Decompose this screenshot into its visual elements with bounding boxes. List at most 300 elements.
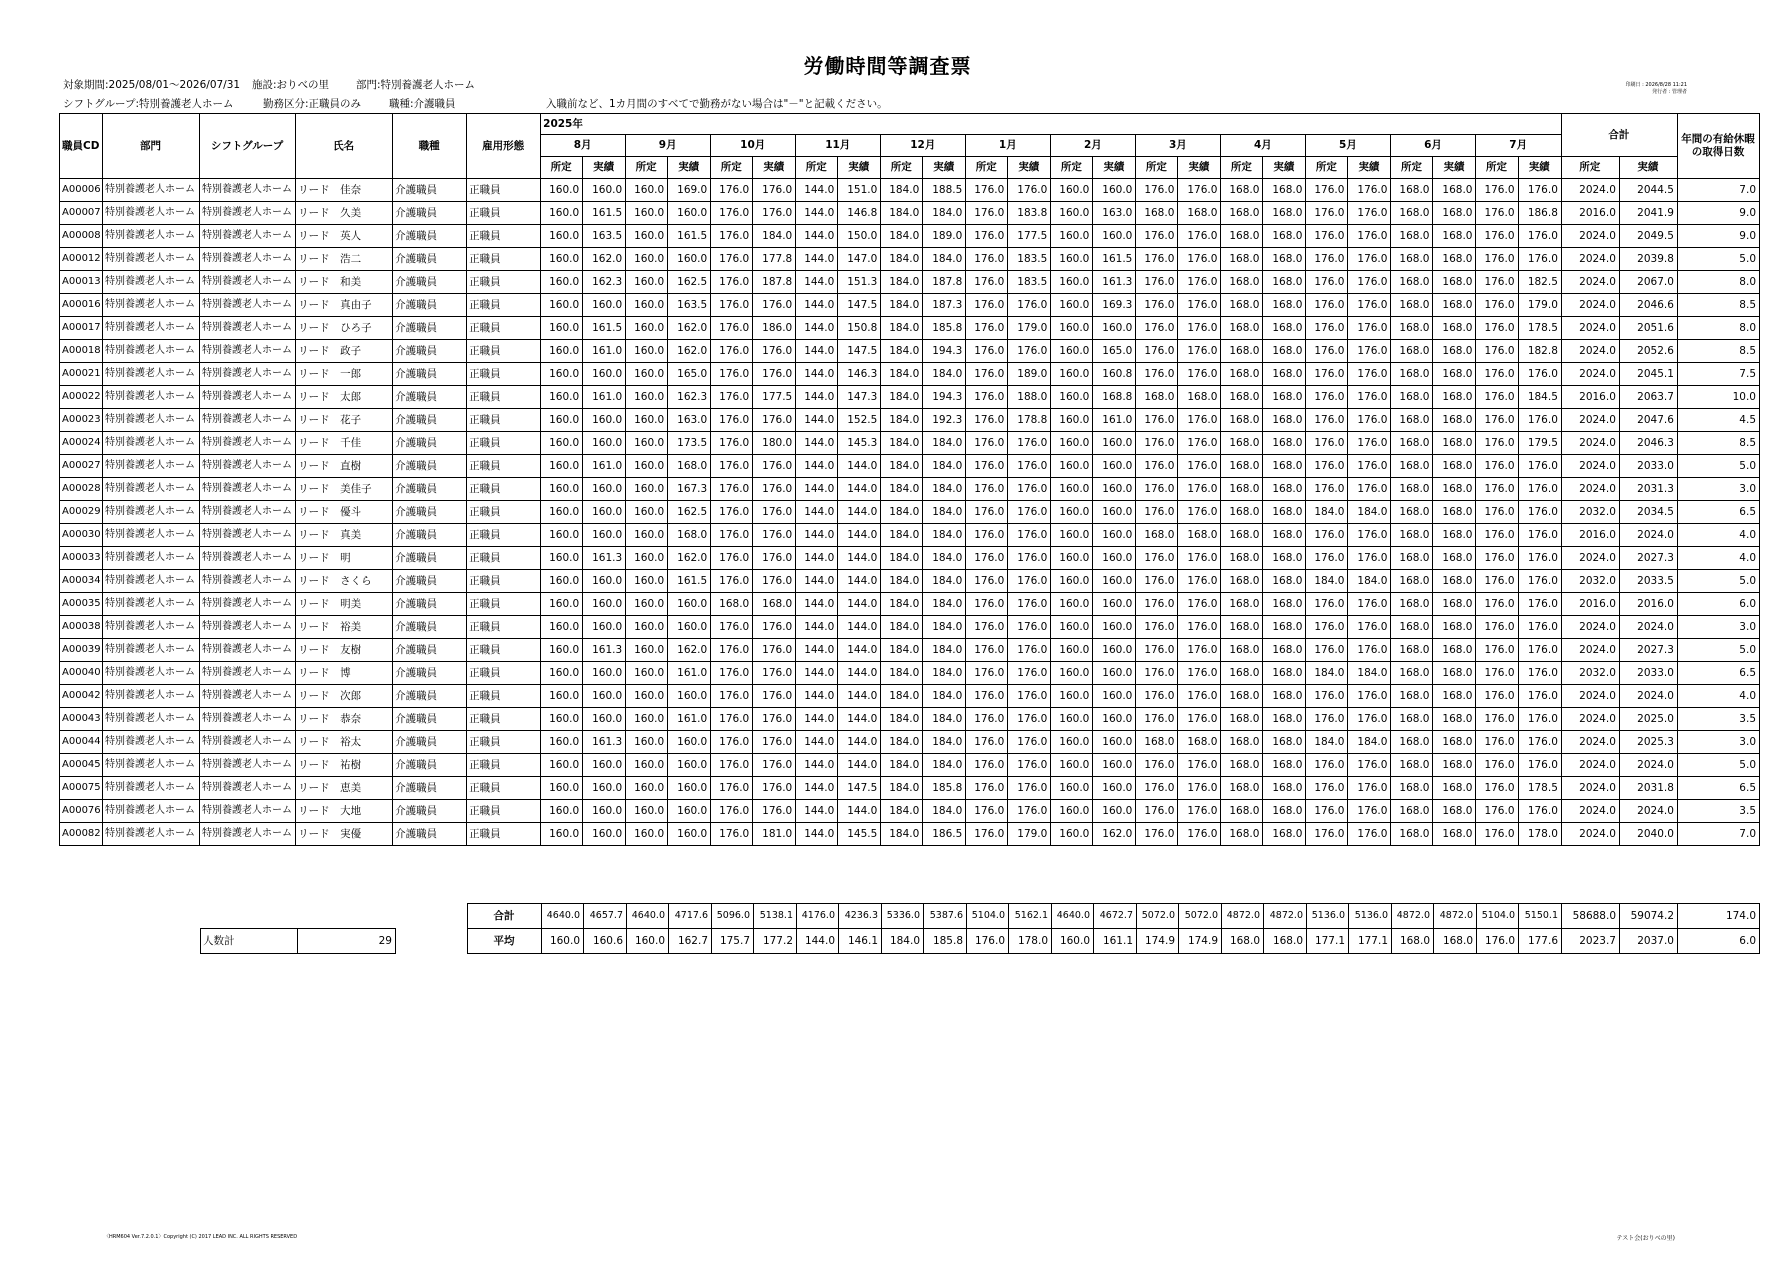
total-actual-cell: 2045.1 <box>1619 363 1677 386</box>
actual-hours-cell: 184.0 <box>923 754 966 777</box>
job-cell: 介護職員 <box>393 731 467 754</box>
planned-hours-cell: 160.0 <box>1051 731 1093 754</box>
shift-group-cell: 特別養護老人ホーム <box>200 547 296 570</box>
averages-actual-cell: 177.6 <box>1519 929 1562 954</box>
planned-hours-cell: 176.0 <box>1476 547 1518 570</box>
planned-hours-cell: 168.0 <box>1391 179 1433 202</box>
planned-hours-cell: 168.0 <box>1391 823 1433 846</box>
job-cell: 介護職員 <box>393 363 467 386</box>
actual-hours-cell: 168.0 <box>1433 432 1476 455</box>
col-planned: 所定 <box>541 157 583 179</box>
planned-hours-cell: 176.0 <box>711 478 753 501</box>
actual-hours-cell: 168.0 <box>1433 202 1476 225</box>
planned-hours-cell: 160.0 <box>1051 524 1093 547</box>
shift-group-cell: 特別養護老人ホーム <box>200 524 296 547</box>
actual-hours-cell: 162.3 <box>583 271 626 294</box>
planned-hours-cell: 168.0 <box>1221 731 1263 754</box>
planned-hours-cell: 160.0 <box>626 777 668 800</box>
planned-hours-cell: 160.0 <box>541 639 583 662</box>
actual-hours-cell: 184.0 <box>923 202 966 225</box>
total-actual-cell: 2046.6 <box>1619 294 1677 317</box>
actual-hours-cell: 176.0 <box>1008 777 1051 800</box>
actual-hours-cell: 160.0 <box>1093 478 1136 501</box>
actual-hours-cell: 144.0 <box>838 593 881 616</box>
paid-leave-cell: 8.5 <box>1677 294 1759 317</box>
planned-hours-cell: 160.0 <box>1051 179 1093 202</box>
name-cell: リード 一郎 <box>296 363 393 386</box>
paid-leave-cell: 6.5 <box>1677 777 1759 800</box>
actual-hours-cell: 168.8 <box>1093 386 1136 409</box>
actual-hours-cell: 176.0 <box>1008 455 1051 478</box>
planned-hours-cell: 168.0 <box>1391 800 1433 823</box>
totals-actual-cell: 4717.6 <box>669 904 712 929</box>
planned-hours-cell: 160.0 <box>541 708 583 731</box>
actual-hours-cell: 161.5 <box>668 570 711 593</box>
planned-hours-cell: 176.0 <box>966 225 1008 248</box>
planned-hours-cell: 160.0 <box>626 225 668 248</box>
planned-hours-cell: 184.0 <box>881 340 923 363</box>
shift-group-label: シフトグループ:特別養護老人ホーム <box>63 98 234 110</box>
actual-hours-cell: 160.0 <box>1093 616 1136 639</box>
shift-group-cell: 特別養護老人ホーム <box>200 478 296 501</box>
emp-cd-cell: A00017 <box>60 317 103 340</box>
planned-hours-cell: 160.0 <box>626 432 668 455</box>
actual-hours-cell: 176.0 <box>753 708 796 731</box>
totals-planned-cell: 5104.0 <box>967 904 1009 929</box>
planned-hours-cell: 184.0 <box>1306 501 1348 524</box>
planned-hours-cell: 160.0 <box>1051 386 1093 409</box>
planned-hours-cell: 176.0 <box>711 363 753 386</box>
actual-hours-cell: 152.5 <box>838 409 881 432</box>
actual-hours-cell: 165.0 <box>668 363 711 386</box>
actual-hours-cell: 186.5 <box>923 823 966 846</box>
actual-hours-cell: 176.0 <box>1348 478 1391 501</box>
col-dept: 部門 <box>103 114 200 179</box>
averages-actual-cell: 146.1 <box>839 929 882 954</box>
planned-hours-cell: 184.0 <box>881 639 923 662</box>
actual-hours-cell: 176.0 <box>1178 225 1221 248</box>
employment-cell: 正職員 <box>467 202 541 225</box>
planned-hours-cell: 160.0 <box>1051 294 1093 317</box>
actual-hours-cell: 160.0 <box>583 708 626 731</box>
planned-hours-cell: 160.0 <box>541 432 583 455</box>
shift-group-cell: 特別養護老人ホーム <box>200 708 296 731</box>
actual-hours-cell: 176.0 <box>1178 616 1221 639</box>
actual-hours-cell: 176.0 <box>753 202 796 225</box>
actual-hours-cell: 176.0 <box>1008 524 1051 547</box>
planned-hours-cell: 176.0 <box>711 639 753 662</box>
planned-hours-cell: 176.0 <box>1136 593 1178 616</box>
employment-cell: 正職員 <box>467 731 541 754</box>
actual-hours-cell: 176.0 <box>1348 386 1391 409</box>
shift-group-cell: 特別養護老人ホーム <box>200 685 296 708</box>
actual-hours-cell: 168.0 <box>1433 593 1476 616</box>
paid-leave-cell: 5.0 <box>1677 570 1759 593</box>
shift-group-cell: 特別養護老人ホーム <box>200 501 296 524</box>
total-planned-cell: 2016.0 <box>1561 202 1619 225</box>
actual-hours-cell: 168.0 <box>1433 271 1476 294</box>
table-row <box>60 386 1760 409</box>
actual-hours-cell: 176.0 <box>753 363 796 386</box>
averages-planned-cell: 184.0 <box>882 929 924 954</box>
col-month: 1月 <box>966 135 1051 157</box>
actual-hours-cell: 176.0 <box>1518 524 1561 547</box>
name-cell: リード 実優 <box>296 823 393 846</box>
planned-hours-cell: 176.0 <box>966 340 1008 363</box>
totals-actual-cell: 5138.1 <box>754 904 797 929</box>
job-type-label: 職種:介護職員 <box>389 98 456 110</box>
emp-cd-cell: A00023 <box>60 409 103 432</box>
totals-planned-cell: 5104.0 <box>1477 904 1519 929</box>
planned-hours-cell: 176.0 <box>1136 777 1178 800</box>
total-actual-cell: 2031.3 <box>1619 478 1677 501</box>
averages-planned-cell: 168.0 <box>1392 929 1434 954</box>
actual-hours-cell: 144.0 <box>838 570 881 593</box>
total-actual-cell: 2067.0 <box>1619 271 1677 294</box>
actual-hours-cell: 176.0 <box>1518 478 1561 501</box>
actual-hours-cell: 168.0 <box>753 593 796 616</box>
averages-actual-cell: 168.0 <box>1264 929 1307 954</box>
actual-hours-cell: 168.0 <box>1263 708 1306 731</box>
name-cell: リード さくら <box>296 570 393 593</box>
totals-actual-cell: 5150.1 <box>1519 904 1562 929</box>
actual-hours-cell: 168.0 <box>1433 662 1476 685</box>
actual-hours-cell: 176.0 <box>1178 547 1221 570</box>
total-planned-cell: 2024.0 <box>1561 340 1619 363</box>
total-actual-cell: 2024.0 <box>1619 800 1677 823</box>
work-category-label: 勤務区分:正職員のみ <box>263 98 362 110</box>
planned-hours-cell: 168.0 <box>1391 455 1433 478</box>
table-row <box>60 478 1760 501</box>
emp-cd-cell: A00044 <box>60 731 103 754</box>
planned-hours-cell: 160.0 <box>541 248 583 271</box>
actual-hours-cell: 184.0 <box>1348 570 1391 593</box>
actual-hours-cell: 160.0 <box>583 593 626 616</box>
actual-hours-cell: 176.0 <box>753 570 796 593</box>
total-actual-cell: 2025.3 <box>1619 731 1677 754</box>
actual-hours-cell: 168.0 <box>1263 363 1306 386</box>
headcount-value: 29 <box>298 929 396 954</box>
planned-hours-cell: 176.0 <box>1476 754 1518 777</box>
actual-hours-cell: 160.0 <box>583 501 626 524</box>
headcount-label: 人数計 <box>201 929 298 954</box>
actual-hours-cell: 189.0 <box>923 225 966 248</box>
averages-planned-cell: 174.9 <box>1137 929 1179 954</box>
actual-hours-cell: 168.0 <box>1433 455 1476 478</box>
planned-hours-cell: 176.0 <box>1136 708 1178 731</box>
planned-hours-cell: 176.0 <box>1136 432 1178 455</box>
emp-cd-cell: A00082 <box>60 823 103 846</box>
name-cell: リード 優斗 <box>296 501 393 524</box>
averages-planned-cell: 177.1 <box>1307 929 1349 954</box>
col-actual: 実績 <box>1348 157 1391 179</box>
actual-hours-cell: 176.0 <box>1518 731 1561 754</box>
planned-hours-cell: 144.0 <box>796 501 838 524</box>
actual-hours-cell: 176.0 <box>753 616 796 639</box>
job-cell: 介護職員 <box>393 639 467 662</box>
planned-hours-cell: 176.0 <box>1136 547 1178 570</box>
total-planned-cell: 2024.0 <box>1561 317 1619 340</box>
actual-hours-cell: 176.0 <box>1008 593 1051 616</box>
planned-hours-cell: 176.0 <box>1306 179 1348 202</box>
name-cell: リード 明美 <box>296 593 393 616</box>
planned-hours-cell: 160.0 <box>541 662 583 685</box>
planned-hours-cell: 176.0 <box>1476 731 1518 754</box>
actual-hours-cell: 176.0 <box>1348 777 1391 800</box>
actual-hours-cell: 176.0 <box>1348 179 1391 202</box>
actual-hours-cell: 168.0 <box>1263 754 1306 777</box>
actual-hours-cell: 168.0 <box>1263 616 1306 639</box>
planned-hours-cell: 176.0 <box>1306 271 1348 294</box>
actual-hours-cell: 144.0 <box>838 800 881 823</box>
emp-cd-cell: A00045 <box>60 754 103 777</box>
total-actual-cell: 2027.3 <box>1619 547 1677 570</box>
planned-hours-cell: 144.0 <box>796 317 838 340</box>
planned-hours-cell: 176.0 <box>1136 685 1178 708</box>
planned-hours-cell: 184.0 <box>881 271 923 294</box>
table-row <box>60 777 1760 800</box>
planned-hours-cell: 160.0 <box>626 754 668 777</box>
actual-hours-cell: 176.0 <box>753 340 796 363</box>
planned-hours-cell: 184.0 <box>881 547 923 570</box>
planned-hours-cell: 160.0 <box>1051 271 1093 294</box>
shift-group-cell: 特別養護老人ホーム <box>200 570 296 593</box>
job-cell: 介護職員 <box>393 616 467 639</box>
planned-hours-cell: 184.0 <box>881 662 923 685</box>
table-row <box>60 501 1760 524</box>
actual-hours-cell: 161.3 <box>583 547 626 570</box>
job-cell: 介護職員 <box>393 432 467 455</box>
table-row <box>60 294 1760 317</box>
planned-hours-cell: 176.0 <box>1306 708 1348 731</box>
actual-hours-cell: 150.0 <box>838 225 881 248</box>
emp-cd-cell: A00016 <box>60 294 103 317</box>
planned-hours-cell: 160.0 <box>1051 340 1093 363</box>
actual-hours-cell: 168.0 <box>1263 570 1306 593</box>
actual-hours-cell: 176.0 <box>1178 777 1221 800</box>
total-planned-cell: 2032.0 <box>1561 662 1619 685</box>
table-row <box>60 731 1760 754</box>
print-info <box>1626 82 1688 96</box>
actual-hours-cell: 182.8 <box>1518 340 1561 363</box>
planned-hours-cell: 160.0 <box>541 202 583 225</box>
actual-hours-cell: 161.3 <box>1093 271 1136 294</box>
labor-hours-table <box>59 113 1760 846</box>
job-cell: 介護職員 <box>393 501 467 524</box>
planned-hours-cell: 160.0 <box>541 317 583 340</box>
shift-group-cell: 特別養護老人ホーム <box>200 593 296 616</box>
planned-hours-cell: 160.0 <box>1051 754 1093 777</box>
planned-hours-cell: 176.0 <box>1136 570 1178 593</box>
planned-hours-cell: 168.0 <box>1221 202 1263 225</box>
paid-leave-cell: 3.0 <box>1677 478 1759 501</box>
actual-hours-cell: 144.0 <box>838 616 881 639</box>
dept-cell: 特別養護老人ホーム <box>103 570 200 593</box>
planned-hours-cell: 176.0 <box>1476 823 1518 846</box>
totals-planned-cell: 4176.0 <box>797 904 839 929</box>
issuer: 発行者 : 管理者 <box>1652 89 1687 95</box>
actual-hours-cell: 168.0 <box>1263 800 1306 823</box>
planned-hours-cell: 144.0 <box>796 202 838 225</box>
planned-hours-cell: 176.0 <box>1476 225 1518 248</box>
dept-cell: 特別養護老人ホーム <box>103 248 200 271</box>
actual-hours-cell: 161.0 <box>668 662 711 685</box>
actual-hours-cell: 176.0 <box>1008 685 1051 708</box>
averages-planned-cell: 160.0 <box>1052 929 1094 954</box>
planned-hours-cell: 168.0 <box>1221 179 1263 202</box>
planned-hours-cell: 176.0 <box>711 570 753 593</box>
actual-hours-cell: 160.0 <box>1093 501 1136 524</box>
actual-hours-cell: 160.0 <box>583 524 626 547</box>
planned-hours-cell: 176.0 <box>1476 294 1518 317</box>
actual-hours-cell: 176.0 <box>1178 294 1221 317</box>
employment-cell: 正職員 <box>467 248 541 271</box>
planned-hours-cell: 176.0 <box>1476 409 1518 432</box>
employment-cell: 正職員 <box>467 409 541 432</box>
actual-hours-cell: 144.0 <box>838 455 881 478</box>
actual-hours-cell: 176.0 <box>1348 432 1391 455</box>
totals-planned-cell: 5096.0 <box>712 904 754 929</box>
actual-hours-cell: 168.0 <box>1263 662 1306 685</box>
paid-leave-cell: 5.0 <box>1677 754 1759 777</box>
planned-hours-cell: 144.0 <box>796 478 838 501</box>
planned-hours-cell: 144.0 <box>796 248 838 271</box>
actual-hours-cell: 189.0 <box>1008 363 1051 386</box>
averages-planned-cell: 144.0 <box>797 929 839 954</box>
name-cell: リード 祐樹 <box>296 754 393 777</box>
paid-leave-cell: 3.5 <box>1677 708 1759 731</box>
actual-hours-cell: 168.0 <box>1433 409 1476 432</box>
actual-hours-cell: 177.5 <box>1008 225 1051 248</box>
planned-hours-cell: 176.0 <box>1306 823 1348 846</box>
totals-actual-cell: 4872.0 <box>1434 904 1477 929</box>
paid-leave-cell: 6.5 <box>1677 501 1759 524</box>
planned-hours-cell: 184.0 <box>881 823 923 846</box>
col-name: 氏名 <box>296 114 393 179</box>
actual-hours-cell: 144.0 <box>838 478 881 501</box>
averages-actual-cell: 162.7 <box>669 929 712 954</box>
col-planned: 所定 <box>796 157 838 179</box>
job-cell: 介護職員 <box>393 248 467 271</box>
actual-hours-cell: 176.0 <box>1518 455 1561 478</box>
actual-hours-cell: 184.0 <box>1348 501 1391 524</box>
planned-hours-cell: 160.0 <box>541 616 583 639</box>
actual-hours-cell: 160.0 <box>1093 731 1136 754</box>
planned-hours-cell: 144.0 <box>796 639 838 662</box>
actual-hours-cell: 184.0 <box>923 432 966 455</box>
table-row <box>60 271 1760 294</box>
planned-hours-cell: 176.0 <box>1136 363 1178 386</box>
col-planned: 所定 <box>1136 157 1178 179</box>
planned-hours-cell: 160.0 <box>541 225 583 248</box>
col-actual: 実績 <box>838 157 881 179</box>
actual-hours-cell: 147.3 <box>838 386 881 409</box>
actual-hours-cell: 160.0 <box>583 800 626 823</box>
actual-hours-cell: 160.0 <box>583 616 626 639</box>
dept-cell: 特別養護老人ホーム <box>103 800 200 823</box>
actual-hours-cell: 176.0 <box>1008 294 1051 317</box>
actual-hours-cell: 168.0 <box>1263 225 1306 248</box>
totals-planned-cell: 5072.0 <box>1137 904 1179 929</box>
planned-hours-cell: 176.0 <box>966 363 1008 386</box>
actual-hours-cell: 176.0 <box>1518 248 1561 271</box>
actual-hours-cell: 184.0 <box>1348 662 1391 685</box>
total-actual-cell: 2031.8 <box>1619 777 1677 800</box>
totals-total-actual-cell: 59074.2 <box>1620 904 1678 929</box>
averages-total-actual-cell: 2037.0 <box>1620 929 1678 954</box>
col-planned: 所定 <box>711 157 753 179</box>
emp-cd-cell: A00035 <box>60 593 103 616</box>
col-month: 2月 <box>1051 135 1136 157</box>
dept-cell: 特別養護老人ホーム <box>103 685 200 708</box>
name-cell: リード 美佳子 <box>296 478 393 501</box>
job-cell: 介護職員 <box>393 455 467 478</box>
col-paid-leave: 年間の有給休暇の取得日数 <box>1677 114 1759 179</box>
employment-cell: 正職員 <box>467 340 541 363</box>
planned-hours-cell: 160.0 <box>626 616 668 639</box>
table-row <box>60 685 1760 708</box>
actual-hours-cell: 160.0 <box>583 754 626 777</box>
dept-cell: 特別養護老人ホーム <box>103 547 200 570</box>
actual-hours-cell: 176.0 <box>1348 823 1391 846</box>
actual-hours-cell: 144.0 <box>838 708 881 731</box>
actual-hours-cell: 184.0 <box>923 501 966 524</box>
planned-hours-cell: 160.0 <box>1051 662 1093 685</box>
actual-hours-cell: 192.3 <box>923 409 966 432</box>
planned-hours-cell: 168.0 <box>1391 501 1433 524</box>
totals-planned-cell: 4872.0 <box>1392 904 1434 929</box>
planned-hours-cell: 160.0 <box>1051 409 1093 432</box>
dept-cell: 特別養護老人ホーム <box>103 363 200 386</box>
planned-hours-cell: 184.0 <box>881 777 923 800</box>
planned-hours-cell: 176.0 <box>966 708 1008 731</box>
planned-hours-cell: 160.0 <box>626 823 668 846</box>
emp-cd-cell: A00007 <box>60 202 103 225</box>
planned-hours-cell: 176.0 <box>1306 409 1348 432</box>
planned-hours-cell: 168.0 <box>1391 363 1433 386</box>
planned-hours-cell: 176.0 <box>1306 524 1348 547</box>
paid-leave-cell: 5.0 <box>1677 639 1759 662</box>
actual-hours-cell: 176.0 <box>1178 800 1221 823</box>
planned-hours-cell: 160.0 <box>1051 432 1093 455</box>
actual-hours-cell: 168.0 <box>1263 294 1306 317</box>
planned-hours-cell: 144.0 <box>796 777 838 800</box>
planned-hours-cell: 176.0 <box>711 386 753 409</box>
actual-hours-cell: 161.3 <box>583 639 626 662</box>
total-planned-cell: 2024.0 <box>1561 616 1619 639</box>
planned-hours-cell: 176.0 <box>966 593 1008 616</box>
planned-hours-cell: 176.0 <box>1306 248 1348 271</box>
name-cell: リード 恭奈 <box>296 708 393 731</box>
totals-planned-cell: 4640.0 <box>627 904 669 929</box>
paid-leave-cell: 3.0 <box>1677 731 1759 754</box>
actual-hours-cell: 163.5 <box>583 225 626 248</box>
col-month: 11月 <box>796 135 881 157</box>
col-actual: 実績 <box>923 157 966 179</box>
planned-hours-cell: 176.0 <box>966 731 1008 754</box>
actual-hours-cell: 168.0 <box>1263 524 1306 547</box>
planned-hours-cell: 176.0 <box>1306 432 1348 455</box>
planned-hours-cell: 184.0 <box>881 616 923 639</box>
actual-hours-cell: 176.0 <box>1518 708 1561 731</box>
actual-hours-cell: 176.0 <box>1518 685 1561 708</box>
total-planned-cell: 2024.0 <box>1561 731 1619 754</box>
planned-hours-cell: 168.0 <box>1136 524 1178 547</box>
actual-hours-cell: 165.0 <box>1093 340 1136 363</box>
actual-hours-cell: 168.0 <box>1263 248 1306 271</box>
planned-hours-cell: 168.0 <box>1391 754 1433 777</box>
total-planned-cell: 2032.0 <box>1561 501 1619 524</box>
